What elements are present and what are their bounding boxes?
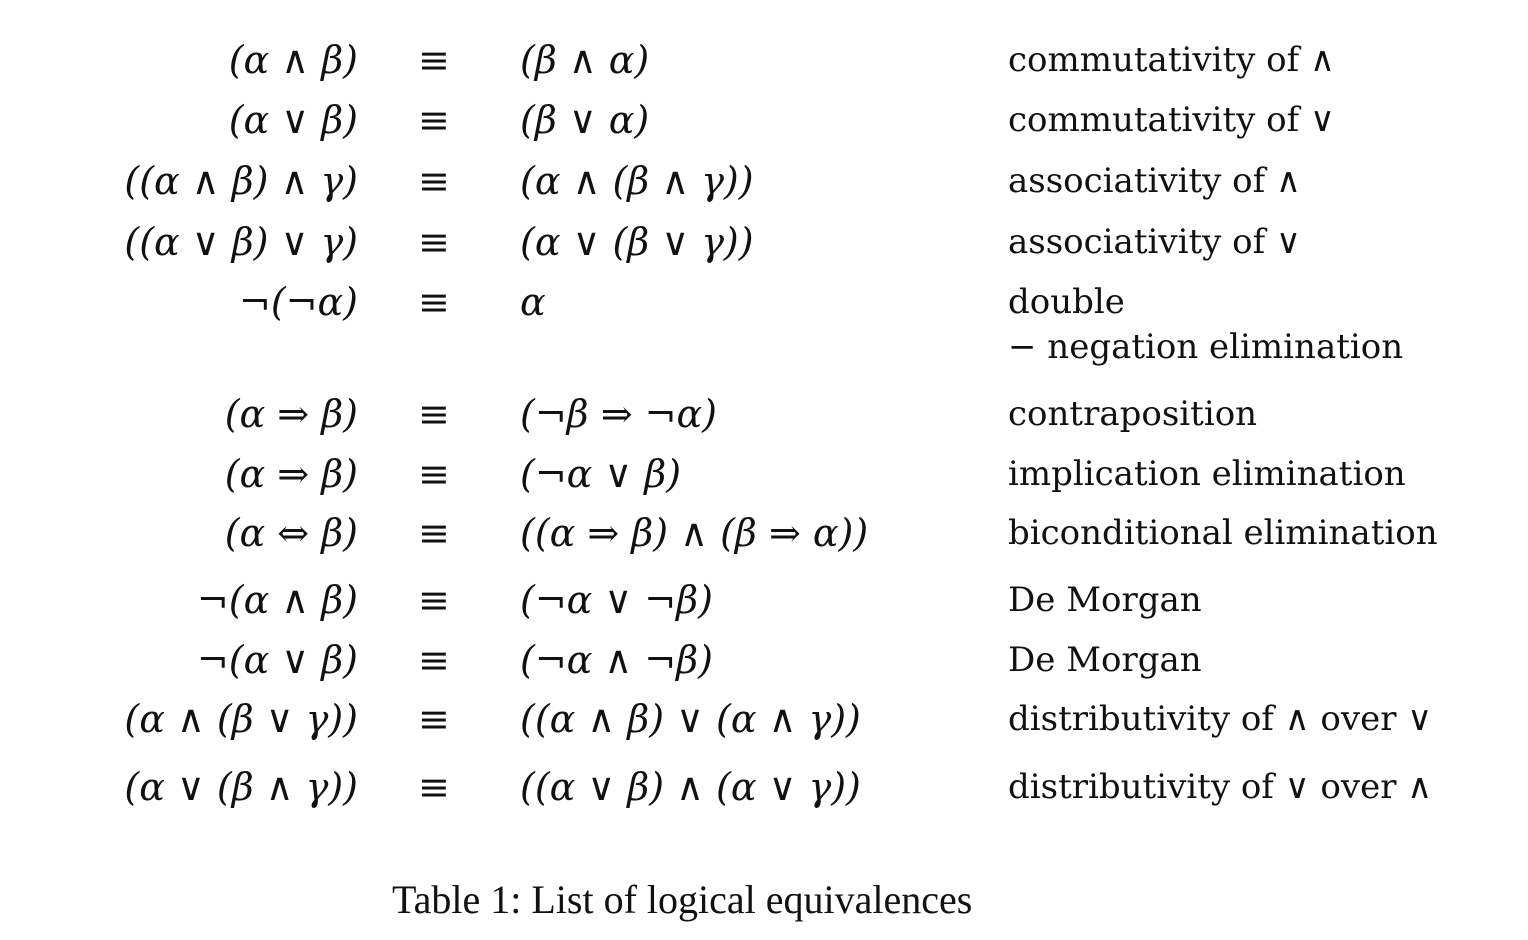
table-caption: Table 1: List of logical equivalences: [392, 877, 973, 922]
right-formula: ((α ∧ β) ∨ (α ∧ γ)): [520, 697, 861, 741]
right-formula: (¬α ∨ ¬β): [520, 578, 713, 622]
equivalence-symbol: ≡: [418, 98, 450, 142]
rule-name-continuation: − negation elimination: [1008, 327, 1404, 367]
rule-name: double: [1008, 282, 1125, 322]
table-row: [0, 570, 1528, 630]
equivalence-symbol: ≡: [418, 452, 450, 496]
equivalence-symbol: ≡: [418, 220, 450, 264]
rule-name: distributivity of ∧ over ∨: [1008, 699, 1433, 739]
left-formula: (α ⇒ β): [224, 392, 358, 436]
left-formula: ¬(α ∧ β): [196, 578, 358, 622]
rule-name: contraposition: [1008, 394, 1258, 434]
right-formula: (α ∨ (β ∨ γ)): [520, 220, 754, 264]
equivalence-symbol: ≡: [418, 511, 450, 555]
rule-name: associativity of ∧: [1008, 161, 1301, 201]
table-row: [0, 151, 1528, 211]
right-formula: (β ∧ α): [520, 38, 650, 82]
equivalence-symbol: ≡: [418, 638, 450, 682]
rule-name: commutativity of ∧: [1008, 40, 1335, 80]
equivalence-symbol: ≡: [418, 392, 450, 436]
left-formula: ¬(¬α): [239, 280, 358, 324]
right-formula: (α ∧ (β ∧ γ)): [520, 159, 754, 203]
rule-name: associativity of ∨: [1008, 222, 1301, 262]
table-row: [0, 630, 1528, 690]
left-formula: ((α ∧ β) ∧ γ): [124, 159, 358, 203]
table-row: [0, 212, 1528, 272]
left-formula: (α ∧ (β ∨ γ)): [124, 697, 358, 741]
rule-name: implication elimination: [1008, 454, 1406, 494]
table-row: [0, 757, 1528, 817]
rule-name: biconditional elimination: [1008, 513, 1438, 553]
equivalence-symbol: ≡: [418, 578, 450, 622]
left-formula: (α ∨ (β ∧ γ)): [124, 765, 358, 809]
right-formula: (¬α ∧ ¬β): [520, 638, 713, 682]
left-formula: (α ⇔ β): [224, 511, 358, 555]
right-formula: α: [520, 280, 546, 324]
equivalence-symbol: ≡: [418, 765, 450, 809]
rule-name: De Morgan: [1008, 640, 1202, 680]
left-formula: ((α ∨ β) ∨ γ): [124, 220, 358, 264]
table-row: [0, 689, 1528, 749]
right-formula: (¬α ∨ β): [520, 452, 682, 496]
equivalence-symbol: ≡: [418, 280, 450, 324]
right-formula: ((α ⇒ β) ∧ (β ⇒ α)): [520, 511, 869, 555]
right-formula: (¬β ⇒ ¬α): [520, 392, 717, 436]
right-formula: ((α ∨ β) ∧ (α ∨ γ)): [520, 765, 861, 809]
left-formula: (α ∨ β): [228, 98, 358, 142]
right-formula: (β ∨ α): [520, 98, 650, 142]
table-row: [0, 503, 1528, 563]
left-formula: ¬(α ∨ β): [196, 638, 358, 682]
equivalence-symbol: ≡: [418, 38, 450, 82]
rule-name: De Morgan: [1008, 580, 1202, 620]
equivalence-symbol: ≡: [418, 697, 450, 741]
rule-name: commutativity of ∨: [1008, 100, 1335, 140]
table-row: [0, 30, 1528, 90]
rule-name: distributivity of ∨ over ∧: [1008, 767, 1433, 807]
table-row: [0, 90, 1528, 150]
equivalence-symbol: ≡: [418, 159, 450, 203]
table-row: [0, 384, 1528, 444]
table-row: [0, 444, 1528, 504]
left-formula: (α ∧ β): [228, 38, 358, 82]
left-formula: (α ⇒ β): [224, 452, 358, 496]
